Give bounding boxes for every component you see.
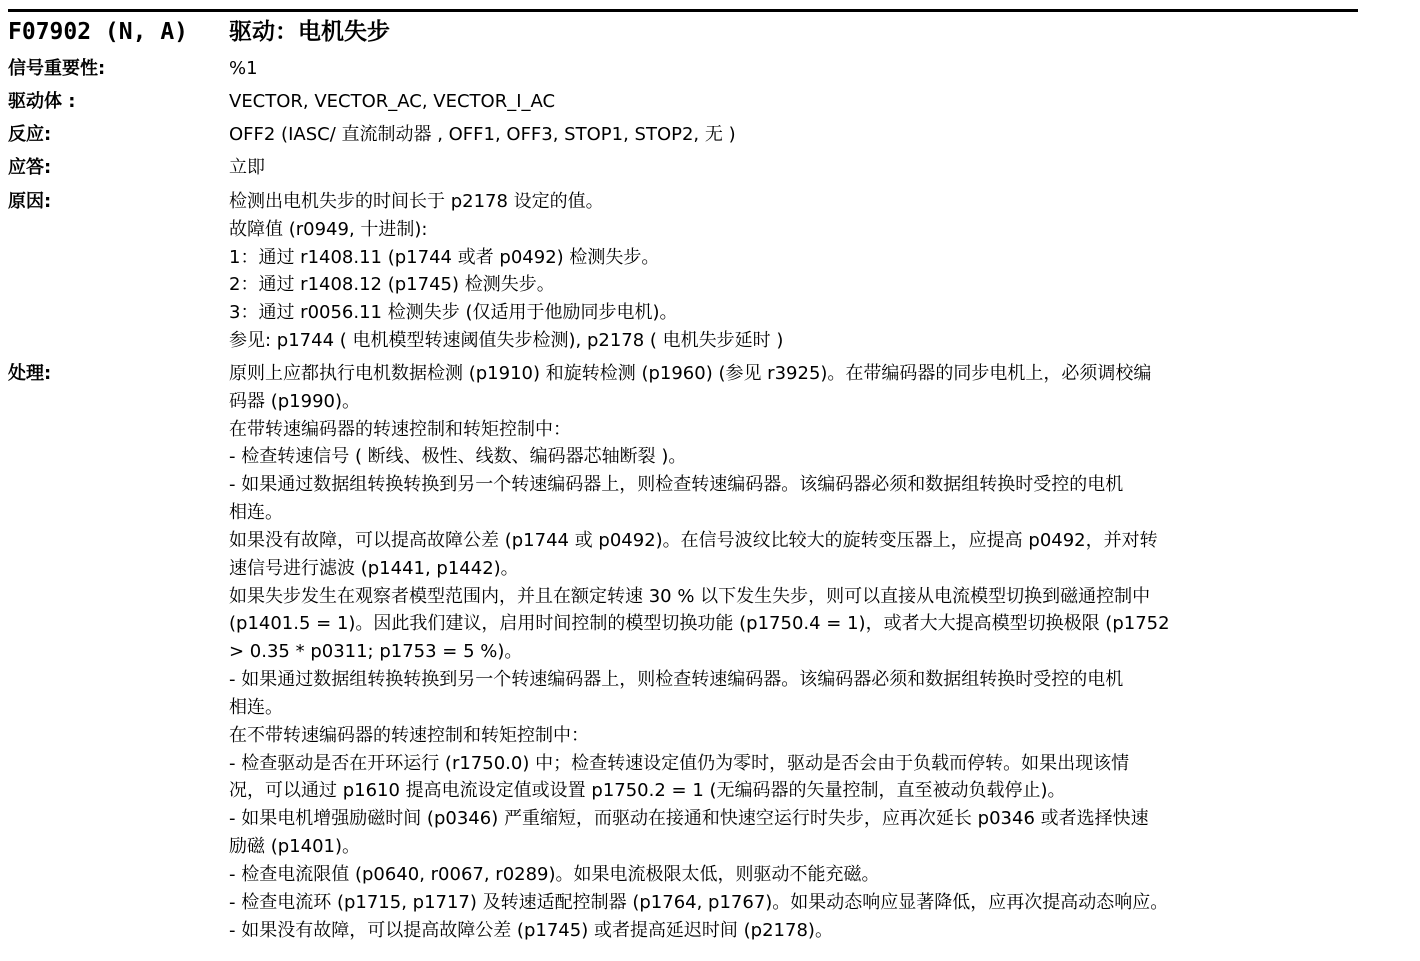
remedy-line: 在不带转速编码器的转速控制和转矩控制中：: [229, 725, 589, 746]
signal-importance-label: 信号重要性:: [8, 58, 106, 79]
remedy-line: - 检查电流环 (p1715, p1717) 及转速适配控制器 (p1764, p1767)。如果动态响应显著降低，应再次提高动态响应。: [229, 892, 1169, 913]
cause-line: 1：通过 r1408.11 (p1744 或者 p0492) 检测失步。: [229, 247, 660, 268]
remedy-line: - 检查转速信号 ( 断线、极性、线数、编码器芯轴断裂 )。: [229, 446, 687, 467]
remedy-line: > 0.35 * p0311; p1753 = 5 %)。: [229, 641, 523, 662]
remedy-line: - 如果通过数据组转换转换到另一个转速编码器上，则检查转速编码器。该编码器必须和数据组转换时受控的电机: [229, 474, 1124, 495]
remedy-line: 况，可以通过 p1610 提高电流设定值或设置 p1750.2 = 1 (无编码器的矢量控制，直至被动负载停止)。: [229, 780, 1066, 801]
remedy-line: 如果失步发生在观察者模型范围内，并且在额定转速 30 % 以下发生失步，则可以直接从电流模型切换到磁通控制中: [229, 586, 1151, 607]
cause-line: 3：通过 r0056.11 检测失步 (仅适用于他励同步电机)。: [229, 302, 678, 323]
reaction-value: OFF2 (IASC/ 直流制动器 , OFF1, OFF3, STOP1, STOP2, 无 ): [229, 124, 736, 145]
acknowledge-value: 立即: [229, 157, 265, 178]
cause-line: 参见: p1744 ( 电机模型转速阈值失步检测), p2178 ( 电机失步延时 ): [229, 330, 784, 351]
signal-importance-value: %1: [229, 58, 258, 79]
top-rule: [8, 9, 1358, 12]
remedy-line: - 如果没有故障，可以提高故障公差 (p1745) 或者提高延迟时间 (p2178)。: [229, 920, 833, 941]
drive-object-value: VECTOR, VECTOR_AC, VECTOR_I_AC: [229, 91, 556, 112]
drive-object-label: 驱动体 :: [8, 91, 76, 112]
remedy-line: 原则上应都执行电机数据检测 (p1910) 和旋转检测 (p1960) (参见 r3925)。在带编码器的同步电机上，必须调校编: [229, 363, 1152, 384]
cause-line: 故障值 (r0949, 十进制):: [229, 219, 428, 240]
remedy-line: - 检查电流限值 (p0640, r0067, r0289)。如果电流极限太低，则驱动不能充磁。: [229, 864, 880, 885]
remedy-line: 速信号进行滤波 (p1441, p1442)。: [229, 558, 519, 579]
cause-line: 2：通过 r1408.12 (p1745) 检测失步。: [229, 274, 555, 295]
remedy-line: 码器 (p1990)。: [229, 391, 361, 412]
fault-code: F07902 (N, A): [8, 19, 189, 45]
fault-title: 驱动：电机失步: [229, 19, 390, 45]
cause-line: 检测出电机失步的时间长于 p2178 设定的值。: [229, 191, 604, 212]
remedy-line: 相连。: [229, 697, 283, 718]
remedy-line: 在带转速编码器的转速控制和转矩控制中：: [229, 419, 571, 440]
remedy-line: 相连。: [229, 502, 283, 523]
remedy-line: - 检查驱动是否在开环运行 (r1750.0) 中；检查转速设定值仍为零时，驱动是否会由于负载而停转。如果出现该情: [229, 753, 1130, 774]
remedy-label: 处理:: [8, 363, 52, 384]
remedy-line: - 如果电机增强励磁时间 (p0346) 严重缩短，而驱动在接通和快速空运行时失步，应再次延长 p0346 或者选择快速: [229, 808, 1149, 829]
acknowledge-label: 应答:: [8, 157, 52, 178]
reaction-label: 反应:: [8, 124, 52, 145]
remedy-line: (p1401.5 = 1)。因此我们建议，启用时间控制的模型切换功能 (p1750.4 = 1)，或者大大提高模型切换极限 (p1752: [229, 613, 1170, 634]
remedy-line: - 如果通过数据组转换转换到另一个转速编码器上，则检查转速编码器。该编码器必须和数据组转换时受控的电机: [229, 669, 1124, 690]
cause-label: 原因:: [8, 191, 52, 212]
remedy-line: 励磁 (p1401)。: [229, 836, 361, 857]
remedy-line: 如果没有故障，可以提高故障公差 (p1744 或 p0492)。在信号波纹比较大的旋转变压器上，应提高 p0492，并对转: [229, 530, 1158, 551]
